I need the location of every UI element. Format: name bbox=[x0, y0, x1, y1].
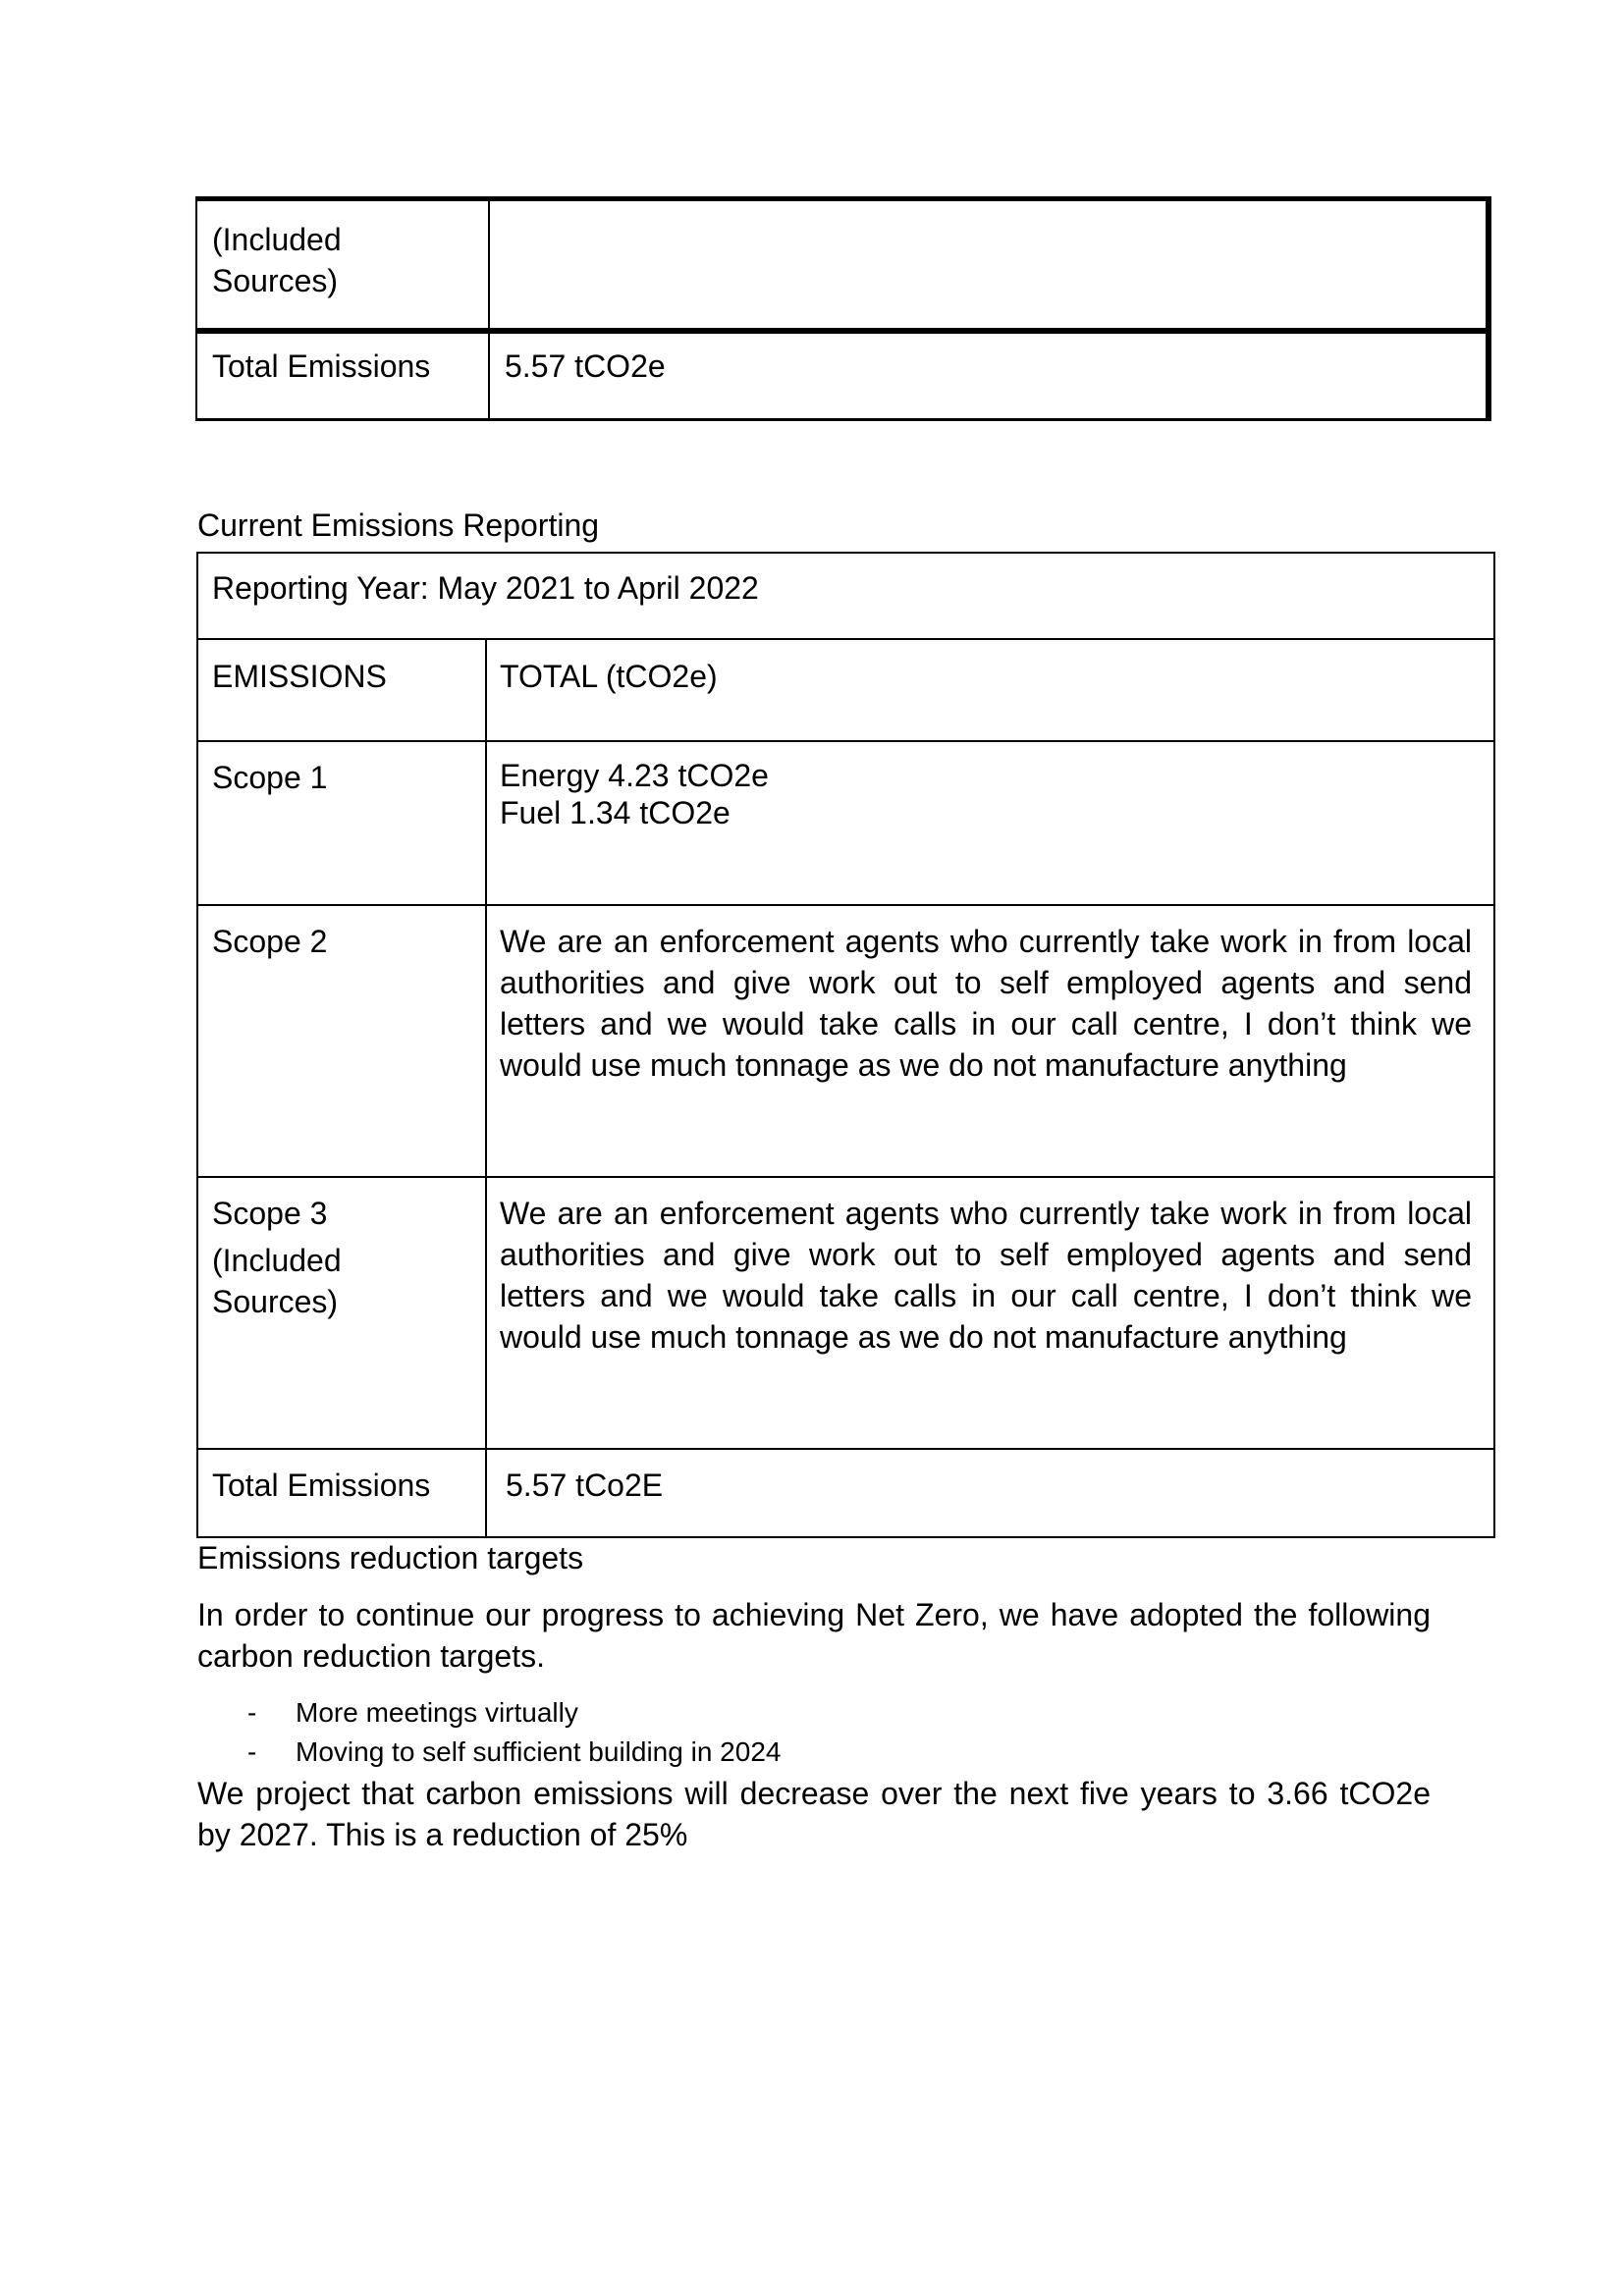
column-header-total: TOTAL (tCO2e) bbox=[500, 659, 718, 694]
emissions-projection: We project that carbon emissions will decrease over the next five years to 3.66 tCO2e by 2027. This is a reduction of 25% bbox=[197, 1776, 1431, 1852]
current-emissions-table bbox=[196, 552, 1495, 1538]
total-emissions-label: Total Emissions bbox=[212, 1468, 431, 1503]
row-label bbox=[212, 219, 342, 301]
scope-1-label: Scope 1 bbox=[212, 760, 328, 795]
sublabel-line: (Included bbox=[212, 1243, 342, 1278]
bullet-text: Moving to self sufficient building in 2024 bbox=[296, 1736, 782, 1767]
row-value: 5.57 tCO2e bbox=[505, 348, 666, 384]
table-row-included-sources bbox=[197, 201, 1486, 334]
table-row-total-emissions bbox=[197, 334, 1486, 418]
previous-emissions-table bbox=[195, 196, 1491, 421]
fuel-value: Fuel 1.34 tCO2e bbox=[500, 795, 731, 830]
row-divider bbox=[198, 1448, 1493, 1450]
reporting-year: Reporting Year: May 2021 to April 2022 bbox=[212, 570, 759, 606]
current-emissions-heading: Current Emissions Reporting bbox=[197, 507, 600, 543]
column-divider bbox=[485, 638, 487, 1536]
reduction-targets-heading: Emissions reduction targets bbox=[197, 1540, 584, 1575]
scope-3-title: Scope 3 bbox=[212, 1196, 328, 1231]
sublabel-line: Sources) bbox=[212, 1284, 339, 1319]
bullet-text: More meetings virtually bbox=[296, 1697, 578, 1728]
scope-3-sublabel bbox=[212, 1240, 342, 1322]
row-divider bbox=[198, 740, 1493, 742]
label-line: Sources) bbox=[212, 263, 339, 298]
column-divider bbox=[488, 201, 490, 418]
row-divider bbox=[198, 638, 1493, 640]
row-divider bbox=[198, 904, 1493, 906]
scope-3-value: We are an enforcement agents who currently take work in from local authorities and give work out to self employed agents and send letters and we would take calls in our call centre, I don’t think we would use much tonnage as we do not manufacture anything bbox=[500, 1196, 1472, 1355]
scope-1-value bbox=[500, 757, 769, 831]
dash-bullet-icon: - bbox=[247, 1697, 257, 1728]
total-emissions-value: 5.57 tCo2E bbox=[506, 1468, 664, 1503]
dash-bullet-icon: - bbox=[247, 1736, 257, 1767]
row-divider bbox=[198, 1176, 1493, 1178]
scope-2-label: Scope 2 bbox=[212, 924, 328, 959]
row-label: Total Emissions bbox=[212, 348, 431, 384]
scope-3-label bbox=[212, 1193, 342, 1322]
scope-2-value: We are an enforcement agents who currently take work in from local authorities and give work out to self employed agents and send letters and we would take calls in our call centre, I don’t think we would use much tonnage as we do not manufacture anything bbox=[500, 924, 1472, 1083]
label-line: (Included bbox=[212, 222, 342, 257]
energy-value: Energy 4.23 tCO2e bbox=[500, 758, 769, 793]
column-header-emissions: EMISSIONS bbox=[212, 659, 387, 694]
reduction-targets-intro: In order to continue our progress to achieving Net Zero, we have adopted the following carbon reduction targets. bbox=[197, 1597, 1431, 1674]
